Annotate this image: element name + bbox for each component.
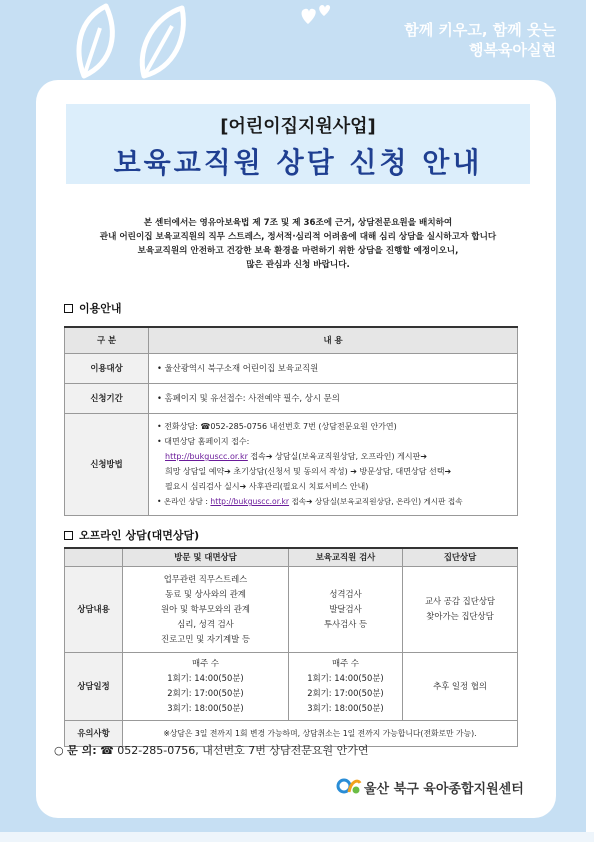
intro-line: 보육교직원의 안전하고 건강한 보육 환경을 마련하기 위한 상담을 진행할 예정이오니, bbox=[137, 246, 459, 256]
method-visit-intro: 대면상담 홈페이지 접수: bbox=[164, 437, 250, 446]
checkbox-square-icon bbox=[64, 531, 73, 540]
row-label: 상담일정 bbox=[65, 652, 123, 720]
table-row: 상담일정 매주 수 1회기: 14:00(50분) 2회기: 17:00(50분) 3회기: 18:00(50분) 매주 수 1회기: 14:00(50분) 2회기: 17:00(50분) 3회기: 18:00(50분) 추후 일정 협의 bbox=[65, 652, 518, 720]
offline-table bbox=[64, 547, 518, 747]
bottom-strip bbox=[0, 832, 594, 842]
checkbox-square-icon bbox=[64, 304, 73, 313]
row-content: 홈페이지 및 유선접수: 사전예약 필수, 상시 문의 bbox=[164, 392, 340, 403]
title-subtitle: [어린이집지원사업] bbox=[220, 116, 376, 137]
row-label: 유의사항 bbox=[65, 720, 123, 746]
table-header-visit: 방문 및 대면상담 bbox=[123, 548, 289, 566]
page-title: 보육교직원 상담 신청 안내 bbox=[113, 146, 483, 179]
row-label: 이용대상 bbox=[65, 353, 149, 383]
section-heading-usage: 이용안내 bbox=[64, 300, 122, 316]
center-logo-icon bbox=[336, 775, 362, 797]
slogan bbox=[404, 20, 556, 60]
method-phone: 전화상담: ☎052-285-0756 내선번호 7번 (상담전문요원 안가연) bbox=[164, 422, 397, 431]
table-header-content: 내 용 bbox=[149, 327, 518, 353]
intro-line: 많은 관심과 신청 바랍니다. bbox=[246, 260, 350, 270]
leaf-decoration-icon bbox=[70, 2, 190, 80]
intro-line: 본 센터에서는 영유아보육법 제 7조 및 제 36조에 근거, 상담전문요원을 배치하여 bbox=[143, 218, 453, 228]
table-row: 신청기간 • 홈페이지 및 유선접수: 사전예약 필수, 상시 문의 bbox=[65, 383, 518, 413]
row-label: 신청기간 bbox=[65, 383, 149, 413]
table-row: 신청방법 • 전화상담: ☎052-285-0756 내선번호 7번 (상담전문요원 안가연) • 대면상담 홈페이지 접수: http://bukguscc.or.kr 접속➔ 상담실(보육교직원상담, 오프라인) 게시판➔ 희망 상담일 예약➔ 초기상담(신청서 및 동의서 작성) ➔ 방문상담, 대면상담 선택➔ 필요시 심리검사 실시➔ 사후관리(필요시 치료서비스 안내) • 온라인 상담 : http://bukguscc.or.kr 접속➔ 상담실(보육교직원상담, 온라인) 게시판 접속 bbox=[65, 413, 518, 515]
note-text: ※상담은 3일 전까지 1회 변경 가능하며, 상담취소는 1일 전까지 가능합니다(전화로만 가능). bbox=[123, 720, 518, 746]
section-heading-offline: 오프라인 상담(대면상담) bbox=[64, 527, 199, 543]
online-link[interactable]: http://bukguscc.or.kr bbox=[210, 497, 290, 506]
contact-text: ☎ 052-285-0756, 내선번호 7번 상담전문요원 안가연 bbox=[100, 744, 369, 757]
usage-table bbox=[64, 326, 518, 516]
intro-paragraph bbox=[56, 216, 540, 272]
org-name: 울산 북구 육아종합지원센터 bbox=[364, 782, 524, 797]
bullet-circle-icon: ○ bbox=[54, 744, 64, 757]
table-row: 이용대상 • 울산광역시 북구소재 어린이집 보육교직원 bbox=[65, 353, 518, 383]
row-label: 신청방법 bbox=[65, 413, 149, 515]
slogan-line-1: 함께 키우고, 함께 웃는 bbox=[404, 21, 556, 39]
row-label: 상담내용 bbox=[65, 566, 123, 652]
slogan-line-2: 행복육아실현 bbox=[469, 41, 556, 59]
table-header-test: 보육교직원 검사 bbox=[289, 548, 403, 566]
contact-label: 문 의: bbox=[67, 744, 97, 757]
table-row: 상담내용 업무관련 직무스트레스 동료 및 상사와의 관계 원아 및 학부모와의 관계 심리, 성격 검사 진로고민 및 자기계발 등 성격검사 발달검사 투사검사 등 교사 공감 집단상담 찾아가는 집단상담 bbox=[65, 566, 518, 652]
intro-line: 관내 어린이집 보육교직원의 직무 스트레스, 정서적·심리적 어려움에 대해 심리 상담을 실시하고자 합니다 bbox=[99, 232, 497, 242]
contact-line bbox=[54, 742, 368, 758]
table-header-category: 구 분 bbox=[65, 327, 149, 353]
row-content: 울산광역시 북구소재 어린이집 보육교직원 bbox=[164, 362, 319, 373]
table-header-group: 집단상담 bbox=[403, 548, 518, 566]
hearts-icon bbox=[298, 2, 338, 30]
title-box bbox=[66, 104, 530, 184]
homepage-link[interactable]: http://bukguscc.or.kr bbox=[165, 452, 248, 461]
